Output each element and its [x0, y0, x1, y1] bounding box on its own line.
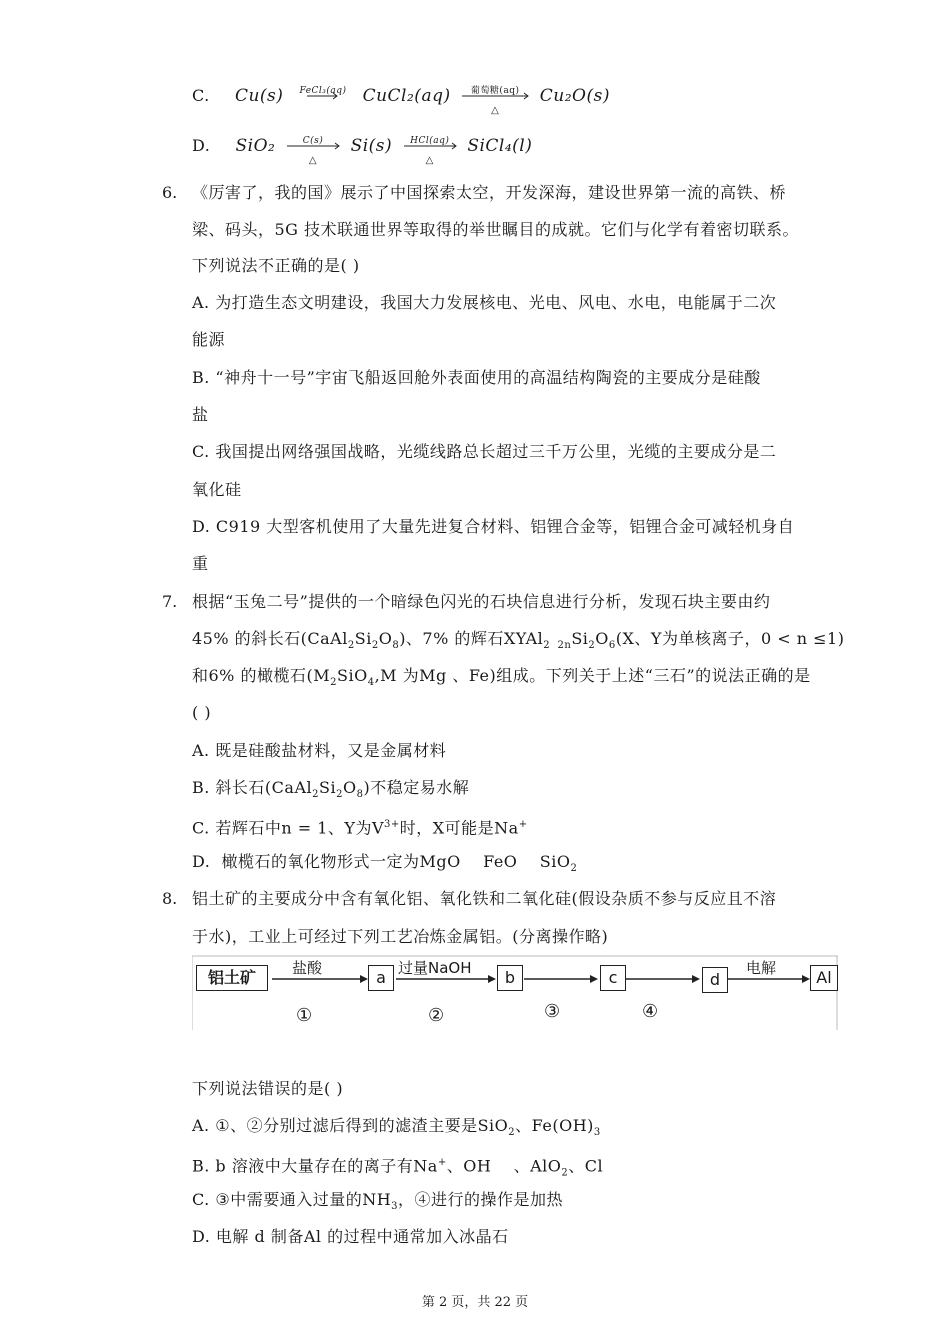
option-label: C. [192, 86, 210, 105]
arrow-condition: 葡萄糖(aq) [470, 85, 520, 96]
option-label: D. [192, 136, 211, 155]
heat-symbol: △ [425, 154, 434, 166]
step2-reagent: 过量NaOH [398, 959, 472, 977]
question-stem-line: 45% 的斜长石$(CaAl_2Si_2O_8)$、7% 的辉石$XYAl_{2 2n}Si_2O_6(X$、Y为单核离子，0 < n ≤1) [192, 629, 845, 652]
heat-symbol: △ [308, 154, 318, 166]
reaction-arrow [402, 135, 458, 166]
intermediate: Si(s) [350, 136, 393, 156]
option-d-cont: 重 [192, 554, 209, 573]
product: SiCl₄(l) [467, 136, 533, 156]
reactant: SiO₂ [235, 136, 276, 156]
arrow-icon [402, 141, 458, 151]
option-a: A. ①、②分别过滤后得到的滤渣主要是SiO$_2$、$Fe(OH)_3$ [192, 1116, 601, 1139]
option-d: D. C919 大型客机使用了大量先进复合材料、铝锂合金等，铝锂合金可减轻机身自 [192, 517, 795, 536]
arrow-icon [285, 141, 341, 151]
box-al: Al [810, 965, 838, 991]
question-number: 7. [162, 592, 178, 611]
question-stem-line: 梁、码头，5G 技术联通世界等取得的举世瞩目的成就。它们与化学有着密切联系。 [192, 220, 800, 239]
option-b-cont: 盐 [192, 405, 209, 424]
arrow-icon [293, 91, 353, 101]
option-c: C. ③中需要通入过量的$NH_3$，④进行的操作是加热 [192, 1190, 564, 1213]
question-stem-line: 铝土矿的主要成分中含有氧化铝、氧化铁和二氧化硅(假设杂质不参与反应且不溶 [192, 889, 777, 908]
option-c: C. 我国提出网络强国战略，光缆线路总长超过三千万公里，光缆的主要成分是二 [192, 442, 777, 461]
option-b: B. “神舟十一号”宇宙飞船返回舱外表面使用的高温结构陶瓷的主要成分是硅酸 [192, 368, 761, 387]
process-flow-diagram [192, 955, 838, 1031]
page-footer: 第 2 页，共 22 页 [421, 1295, 529, 1310]
option-b: B. b 溶液中大量存在的离子有Na+、OH 、AlO$_2$、Cl [192, 1156, 604, 1179]
step-number-4: ④ [642, 1001, 659, 1022]
option-a-cont: 能源 [192, 330, 226, 349]
option-d: D. 橄榄石的氧化物形式一定为MgO FeO SiO$_2$ [192, 852, 578, 875]
option-c-cont: 氧化硅 [192, 480, 242, 499]
heat-symbol: △ [491, 104, 500, 116]
question-stem-line: 《厉害了，我的国》展示了中国探索太空，开发深海，建设世界第一流的高铁、桥 [192, 183, 787, 202]
box-c: c [600, 965, 626, 991]
arrow-condition: FeCl₃(aq) [299, 85, 347, 96]
intermediate: CuCl₂(aq) [362, 86, 451, 106]
reaction-arrow [293, 87, 353, 107]
reactant: Cu(s) [234, 86, 284, 106]
question-number: 8. [162, 889, 178, 908]
question-stem-line: 下列说法不正确的是( ) [192, 256, 360, 275]
option-a: A. 既是硅酸盐材料，又是金属材料 [192, 741, 447, 760]
option-a: A. 为打造生态文明建设，我国大力发展核电、光电、风电、水电，电能属于二次 [192, 293, 777, 312]
step5-electrolysis: 电解 [746, 959, 777, 977]
question-stem-line: 下列说法错误的是( ) [192, 1079, 344, 1098]
question-number: 6. [162, 183, 178, 202]
arrow-icon [460, 91, 530, 101]
q5-option-d [192, 135, 533, 166]
step-number-1: ① [296, 1005, 313, 1026]
step1-reagent: 盐酸 [292, 959, 323, 977]
arrow-condition: C(s) [302, 135, 324, 146]
product: Cu₂O(s) [539, 86, 610, 106]
reaction-arrow [460, 85, 530, 116]
box-b: b [497, 965, 523, 991]
option-d: D. 电解 d 制备Al 的过程中通常加入冰晶石 [192, 1227, 509, 1246]
box-a: a [368, 965, 394, 991]
step-number-3: ③ [544, 1001, 561, 1022]
q5-option-c [192, 85, 610, 116]
question-stem-line: ( ) [192, 703, 212, 722]
option-c: C. 若辉石中n = 1、Y为$V^{3+}$时，X可能是Na+ [192, 818, 528, 838]
question-stem-line: 根据“玉兔二号”提供的一个暗绿色闪光的石块信息进行分析，发现石块主要由约 [192, 592, 771, 611]
arrow-condition: HCl(aq) [410, 135, 450, 146]
option-b: B. 斜长石$(CaAl_2Si_2O_8)$不稳定易水解 [192, 778, 470, 801]
question-stem-line: 于水)，工业上可经过下列工艺冶炼金属铝。(分离操作略) [192, 927, 609, 946]
question-stem-line: 和6% 的橄榄石($M_2SiO_4,M$ 为Mg 、Fe)组成。下列关于上述“三石”的说法正确的是 [192, 666, 811, 689]
step-number-2: ② [428, 1005, 445, 1026]
bauxite-box: 铝土矿 [196, 965, 268, 991]
reaction-arrow [285, 135, 341, 166]
box-d: d [702, 967, 728, 993]
